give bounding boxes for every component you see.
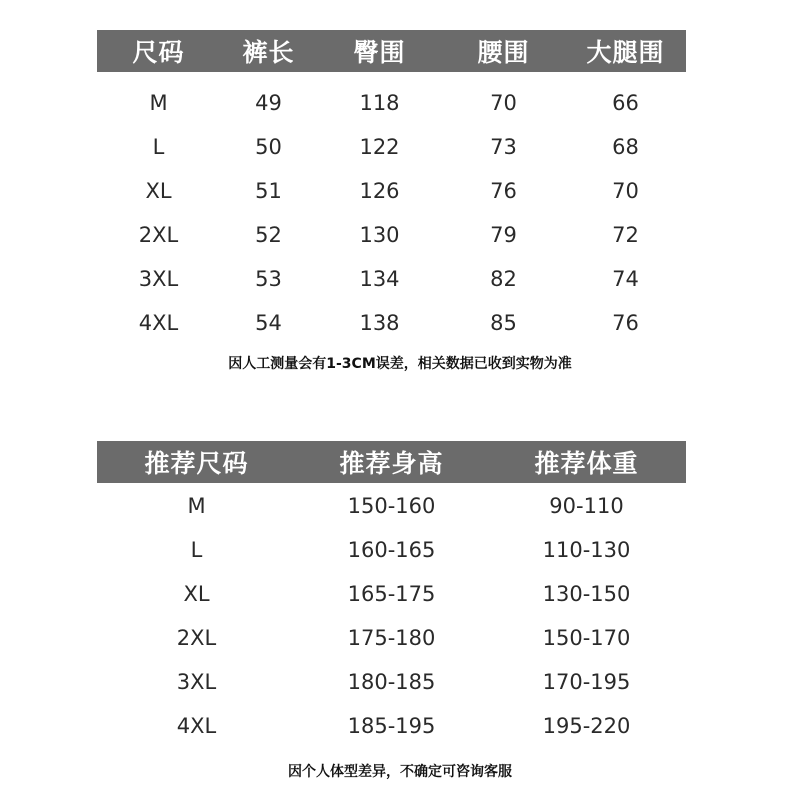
cell-weight: 130-150 [542, 582, 631, 606]
header-size: 尺码 [132, 38, 185, 67]
cell-hip: 126 [359, 179, 400, 203]
table-row [97, 484, 686, 528]
cell-height: 165-175 [347, 582, 436, 606]
recommendation-body [97, 484, 686, 748]
cell-thigh: 74 [612, 267, 639, 291]
cell-size: 3XL [176, 670, 217, 694]
table-row [97, 572, 686, 616]
size-chart-header [97, 30, 686, 72]
table-row [97, 213, 686, 257]
table-row [97, 704, 686, 748]
cell-pants-length: 53 [255, 267, 282, 291]
cell-pants-length: 51 [255, 179, 282, 203]
cell-size: L [190, 538, 203, 562]
cell-weight: 195-220 [542, 714, 631, 738]
cell-hip: 134 [359, 267, 400, 291]
table-row [97, 301, 686, 345]
cell-pants-length: 49 [255, 91, 282, 115]
size-chart-table [97, 30, 686, 345]
body-type-note: 因个人体型差异，不确定可咨询客服 [288, 764, 512, 780]
cell-size: 3XL [138, 267, 179, 291]
recommendation-header [97, 441, 686, 483]
cell-height: 185-195 [347, 714, 436, 738]
cell-height: 175-180 [347, 626, 436, 650]
measurement-note: 因人工测量会有1-3CM误差，相关数据已收到实物为准 [228, 356, 572, 372]
cell-waist: 85 [490, 311, 517, 335]
cell-thigh: 66 [612, 91, 639, 115]
cell-weight: 110-130 [542, 538, 631, 562]
cell-hip: 122 [359, 135, 400, 159]
header-thigh: 大腿围 [586, 38, 665, 67]
cell-height: 160-165 [347, 538, 436, 562]
cell-weight: 90-110 [549, 494, 624, 518]
cell-size: 4XL [176, 714, 217, 738]
cell-hip: 138 [359, 311, 400, 335]
table-row [97, 169, 686, 213]
table-row [97, 528, 686, 572]
cell-size: 2XL [138, 223, 179, 247]
cell-height: 180-185 [347, 670, 436, 694]
cell-thigh: 76 [612, 311, 639, 335]
header-recommended-weight: 推荐体重 [534, 449, 639, 478]
cell-hip: 118 [359, 91, 400, 115]
cell-waist: 79 [490, 223, 517, 247]
header-waist: 腰围 [477, 38, 530, 67]
cell-size: M [149, 91, 168, 115]
table-row [97, 125, 686, 169]
cell-waist: 82 [490, 267, 517, 291]
cell-waist: 70 [490, 91, 517, 115]
cell-thigh: 70 [612, 179, 639, 203]
header-recommended-size: 推荐尺码 [144, 449, 249, 478]
cell-pants-length: 54 [255, 311, 282, 335]
table-row [97, 81, 686, 125]
cell-weight: 170-195 [542, 670, 631, 694]
cell-size: L [152, 135, 165, 159]
cell-waist: 76 [490, 179, 517, 203]
cell-size: XL [183, 582, 210, 606]
header-recommended-height: 推荐身高 [339, 449, 444, 478]
header-pants-length: 裤长 [242, 38, 295, 67]
cell-pants-length: 50 [255, 135, 282, 159]
cell-size: 2XL [176, 626, 217, 650]
size-chart-body [97, 81, 686, 345]
cell-pants-length: 52 [255, 223, 282, 247]
cell-thigh: 72 [612, 223, 639, 247]
recommendation-table [97, 441, 686, 748]
header-hip: 臀围 [353, 38, 406, 67]
cell-waist: 73 [490, 135, 517, 159]
table-row [97, 660, 686, 704]
cell-height: 150-160 [347, 494, 436, 518]
cell-hip: 130 [359, 223, 400, 247]
cell-size: M [187, 494, 206, 518]
cell-size: XL [145, 179, 172, 203]
table-row [97, 616, 686, 660]
cell-thigh: 68 [612, 135, 639, 159]
cell-weight: 150-170 [542, 626, 631, 650]
table-row [97, 257, 686, 301]
cell-size: 4XL [138, 311, 179, 335]
